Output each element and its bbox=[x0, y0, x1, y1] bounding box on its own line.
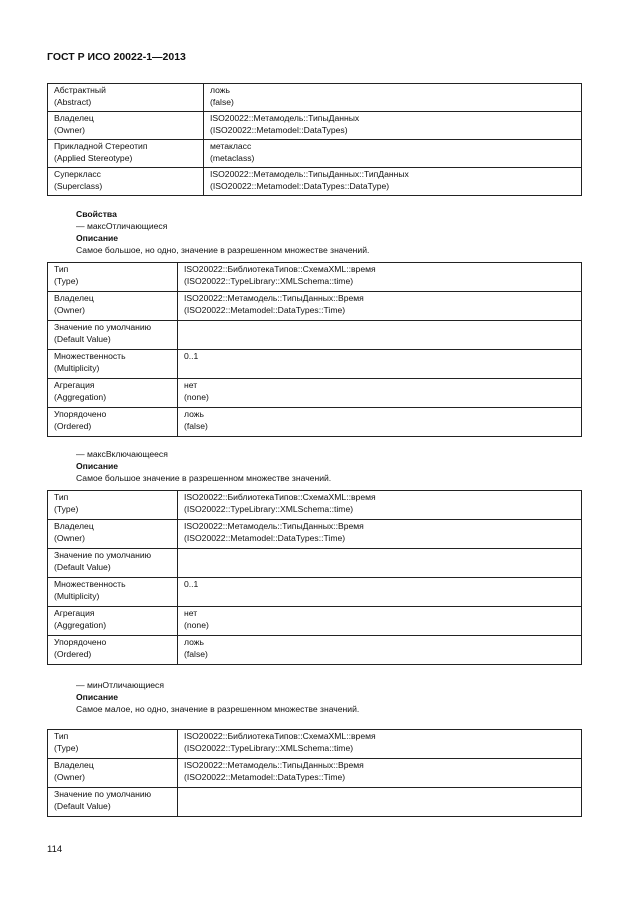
table-cell bbox=[48, 759, 178, 788]
table-cell bbox=[178, 491, 582, 520]
table-row bbox=[48, 350, 582, 379]
table-row bbox=[48, 408, 582, 437]
cell-line: (Superclass) bbox=[54, 180, 103, 191]
cell-line: (false) bbox=[184, 648, 208, 659]
cell-line: метакласс bbox=[210, 141, 252, 151]
table-cell bbox=[48, 636, 178, 665]
table-cell bbox=[48, 491, 178, 520]
table-cell bbox=[48, 112, 204, 140]
table-cell bbox=[48, 292, 178, 321]
table-row bbox=[48, 379, 582, 408]
property-table bbox=[47, 262, 582, 437]
cell-line: Упорядочено bbox=[54, 409, 107, 419]
table-cell bbox=[48, 168, 204, 196]
page-header: ГОСТ Р ИСО 20022-1—2013 bbox=[47, 51, 186, 63]
table-row bbox=[48, 112, 582, 140]
cell-line: (false) bbox=[184, 420, 208, 431]
table-row bbox=[48, 292, 582, 321]
table-cell bbox=[178, 578, 582, 607]
cell-line: (Multiplicity) bbox=[54, 590, 100, 601]
cell-line: ложь bbox=[210, 85, 231, 95]
table-cell bbox=[48, 379, 178, 408]
cell-line: (Type) bbox=[54, 275, 79, 286]
property-table bbox=[47, 490, 582, 665]
cell-line: (Type) bbox=[54, 503, 79, 514]
table-row bbox=[48, 759, 582, 788]
cell-line: (Type) bbox=[54, 742, 79, 753]
table-row bbox=[48, 549, 582, 578]
table-row bbox=[48, 84, 582, 112]
cell-line: Упорядочено bbox=[54, 637, 107, 647]
table-row bbox=[48, 636, 582, 665]
table-row bbox=[48, 788, 582, 817]
table-cell bbox=[48, 408, 178, 437]
cell-line: (Owner) bbox=[54, 124, 86, 135]
cell-line: Суперкласс bbox=[54, 169, 101, 179]
attributes-table bbox=[47, 83, 582, 196]
property-name: — минОтличающиеся bbox=[76, 680, 164, 690]
cell-line: (ISO20022::TypeLibrary::XMLSchema::time) bbox=[184, 742, 354, 753]
cell-line: Владелец bbox=[54, 521, 94, 531]
table-row bbox=[48, 321, 582, 350]
property-name: — максВключающееся bbox=[76, 449, 168, 459]
table-cell bbox=[178, 520, 582, 549]
cell-line: Множественность bbox=[54, 579, 126, 589]
cell-line: (Default Value) bbox=[54, 800, 111, 811]
cell-line: ложь bbox=[184, 409, 205, 419]
table-row bbox=[48, 140, 582, 168]
cell-line: (Owner) bbox=[54, 304, 86, 315]
cell-line: (Ordered) bbox=[54, 648, 92, 659]
table-cell bbox=[48, 321, 178, 350]
cell-line: Абстрактный bbox=[54, 85, 106, 95]
cell-line: (ISO20022::TypeLibrary::XMLSchema::time) bbox=[184, 275, 354, 286]
cell-line: ISO20022::Метамодель::ТипыДанных::Время bbox=[184, 293, 364, 303]
table-cell bbox=[204, 168, 582, 196]
cell-line: (Aggregation) bbox=[54, 391, 107, 402]
cell-line: Значение по умолчанию bbox=[54, 550, 152, 560]
cell-line: ISO20022::Метамодель::ТипыДанных::ТипДанных bbox=[210, 169, 409, 179]
table-cell bbox=[178, 263, 582, 292]
table-cell bbox=[48, 140, 204, 168]
table-cell bbox=[48, 788, 178, 817]
properties-heading: Свойства bbox=[76, 209, 117, 219]
cell-line: (Abstract) bbox=[54, 96, 92, 107]
table-cell bbox=[178, 759, 582, 788]
cell-line: (Default Value) bbox=[54, 333, 111, 344]
cell-line: 0..1 bbox=[184, 579, 199, 589]
cell-line: (ISO20022::Metamodel::DataTypes::Time) bbox=[184, 304, 346, 315]
cell-line: (ISO20022::TypeLibrary::XMLSchema::time) bbox=[184, 503, 354, 514]
cell-line: Агрегация bbox=[54, 380, 95, 390]
table-cell bbox=[178, 636, 582, 665]
page-number: 114 bbox=[47, 844, 63, 855]
table-cell bbox=[48, 84, 204, 112]
table-cell bbox=[48, 607, 178, 636]
property-name: — максОтличающиеся bbox=[76, 221, 168, 231]
cell-line: (Multiplicity) bbox=[54, 362, 100, 373]
description-heading: Описание bbox=[76, 692, 119, 702]
table-row bbox=[48, 578, 582, 607]
table-cell bbox=[48, 549, 178, 578]
cell-line: 0..1 bbox=[184, 351, 199, 361]
table-row bbox=[48, 520, 582, 549]
cell-line: (Ordered) bbox=[54, 420, 92, 431]
table-cell bbox=[178, 607, 582, 636]
table-row bbox=[48, 491, 582, 520]
table-cell bbox=[204, 84, 582, 112]
cell-line: Прикладной Стереотип bbox=[54, 141, 148, 151]
cell-line: ложь bbox=[184, 637, 205, 647]
cell-line: Владелец bbox=[54, 293, 94, 303]
cell-line: Тип bbox=[54, 731, 69, 741]
cell-line: (Owner) bbox=[54, 532, 86, 543]
description-text: Самое большое значение в разрешенном множестве значений. bbox=[76, 473, 332, 483]
cell-line: ISO20022::БиблиотекаТипов::СхемаXML::время bbox=[184, 264, 376, 274]
cell-line: Тип bbox=[54, 264, 69, 274]
cell-line: (false) bbox=[210, 96, 234, 107]
cell-line: ISO20022::Метамодель::ТипыДанных::Время bbox=[184, 521, 364, 531]
table-cell bbox=[178, 408, 582, 437]
table-cell bbox=[178, 549, 582, 578]
cell-line: Тип bbox=[54, 492, 69, 502]
table-cell bbox=[178, 379, 582, 408]
description-text: Самое малое, но одно, значение в разрешенном множестве значений. bbox=[76, 704, 360, 714]
cell-line: Владелец bbox=[54, 113, 94, 123]
table-row bbox=[48, 730, 582, 759]
table-cell bbox=[48, 263, 178, 292]
property-table bbox=[47, 729, 582, 817]
cell-line: (metaclass) bbox=[210, 152, 255, 163]
table-cell bbox=[178, 321, 582, 350]
cell-line: ISO20022::Метамодель::ТипыДанных::Время bbox=[184, 760, 364, 770]
table-cell bbox=[178, 350, 582, 379]
table-cell bbox=[178, 730, 582, 759]
cell-line: Значение по умолчанию bbox=[54, 789, 152, 799]
cell-line: (ISO20022::Metamodel::DataTypes) bbox=[210, 124, 348, 135]
cell-line: нет bbox=[184, 608, 198, 618]
cell-line: (Applied Stereotype) bbox=[54, 152, 133, 163]
table-cell bbox=[178, 788, 582, 817]
cell-line: Значение по умолчанию bbox=[54, 322, 152, 332]
cell-line: (Owner) bbox=[54, 771, 86, 782]
table-row bbox=[48, 263, 582, 292]
description-text: Самое большое, но одно, значение в разрешенном множестве значений. bbox=[76, 245, 370, 255]
cell-line: ISO20022::БиблиотекаТипов::СхемаXML::время bbox=[184, 731, 376, 741]
cell-line: (ISO20022::Metamodel::DataTypes::DataType) bbox=[210, 180, 390, 191]
table-cell bbox=[48, 730, 178, 759]
cell-line: Множественность bbox=[54, 351, 126, 361]
cell-line: (Default Value) bbox=[54, 561, 111, 572]
table-cell bbox=[204, 112, 582, 140]
cell-line: (Aggregation) bbox=[54, 619, 107, 630]
table-cell bbox=[48, 520, 178, 549]
description-heading: Описание bbox=[76, 233, 119, 243]
cell-line: Владелец bbox=[54, 760, 94, 770]
table-row bbox=[48, 607, 582, 636]
table-cell bbox=[48, 578, 178, 607]
table-cell bbox=[204, 140, 582, 168]
table-cell bbox=[178, 292, 582, 321]
cell-line: Агрегация bbox=[54, 608, 95, 618]
cell-line: (ISO20022::Metamodel::DataTypes::Time) bbox=[184, 532, 346, 543]
cell-line: (none) bbox=[184, 391, 209, 402]
cell-line: (ISO20022::Metamodel::DataTypes::Time) bbox=[184, 771, 346, 782]
table-row bbox=[48, 168, 582, 196]
cell-line: (none) bbox=[184, 619, 209, 630]
cell-line: ISO20022::БиблиотекаТипов::СхемаXML::время bbox=[184, 492, 376, 502]
cell-line: ISO20022::Метамодель::ТипыДанных bbox=[210, 113, 360, 123]
cell-line: нет bbox=[184, 380, 198, 390]
description-heading: Описание bbox=[76, 461, 119, 471]
table-cell bbox=[48, 350, 178, 379]
